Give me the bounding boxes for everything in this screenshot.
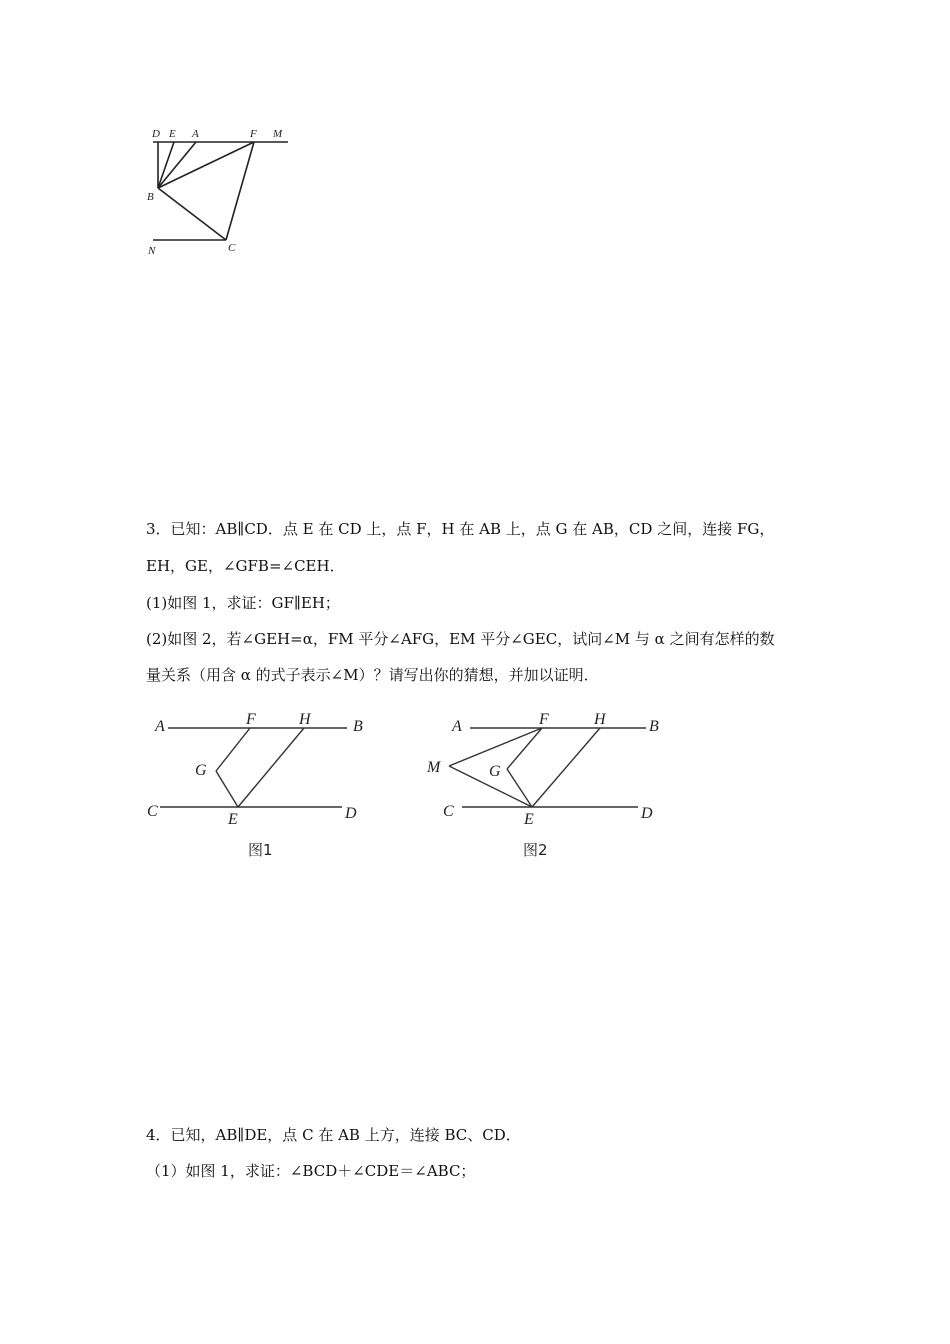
label-g: G bbox=[489, 763, 501, 780]
question3-line2: EH，GE，∠GFB=∠CEH． bbox=[146, 557, 345, 575]
question3-part2-line1: (2)如图 2，若∠GEH=α，FM 平分∠AFG，EM 平分∠GEC，试问∠M 与 α 之间有怎样的数 bbox=[146, 630, 775, 648]
figure1-caption: 图1 bbox=[248, 841, 273, 859]
segment-mf bbox=[449, 728, 542, 766]
label-d: D bbox=[641, 805, 653, 822]
label-a: A bbox=[452, 718, 462, 735]
label-m: M bbox=[273, 128, 283, 140]
label-e: E bbox=[228, 811, 238, 828]
label-e: E bbox=[524, 811, 534, 828]
label-e: E bbox=[169, 128, 176, 140]
segment-fg bbox=[216, 728, 250, 771]
segment-he bbox=[238, 728, 304, 807]
label-f: F bbox=[246, 711, 256, 728]
label-f: F bbox=[539, 711, 549, 728]
question3-line1: 3．已知：AB∥CD．点 E 在 CD 上，点 F，H 在 AB 上，点 G 在 AB，CD 之间，连接 FG， bbox=[146, 520, 775, 538]
label-h: H bbox=[594, 711, 606, 728]
label-d: D bbox=[345, 805, 357, 822]
question3-figure1 bbox=[140, 700, 380, 860]
question3-part1: (1)如图 1，求证：GF∥EH； bbox=[146, 594, 340, 612]
label-b: B bbox=[649, 718, 659, 735]
question3-part2-line2: 量关系（用含 α 的式子表示∠M）？请写出你的猜想，并加以证明． bbox=[146, 666, 599, 684]
label-g: G bbox=[195, 762, 207, 779]
label-d: D bbox=[152, 128, 160, 140]
label-h: H bbox=[299, 711, 311, 728]
question4-line1: 4．已知，AB∥DE，点 C 在 AB 上方，连接 BC、CD． bbox=[146, 1126, 521, 1144]
segment-ge bbox=[216, 771, 238, 807]
label-n: N bbox=[148, 245, 156, 257]
label-a: A bbox=[192, 128, 199, 140]
label-c: C bbox=[228, 242, 236, 254]
label-b: B bbox=[147, 191, 154, 203]
label-b: B bbox=[353, 718, 363, 735]
question4-part1: （1）如图 1，求证：∠BCD＋∠CDE＝∠ABC； bbox=[146, 1162, 476, 1180]
segment-fg bbox=[507, 728, 542, 769]
segment-fc bbox=[226, 142, 254, 240]
label-a: A bbox=[155, 718, 165, 735]
label-m: M bbox=[427, 759, 441, 776]
segment-ba bbox=[158, 142, 196, 188]
segment-bc bbox=[158, 188, 226, 240]
question3-figure2 bbox=[420, 700, 680, 860]
segment-he bbox=[532, 728, 600, 807]
top-geometry-figure bbox=[140, 120, 300, 260]
label-c: C bbox=[147, 803, 158, 820]
label-f: F bbox=[250, 128, 257, 140]
label-c: C bbox=[443, 803, 454, 820]
figure2-caption: 图2 bbox=[523, 841, 548, 859]
